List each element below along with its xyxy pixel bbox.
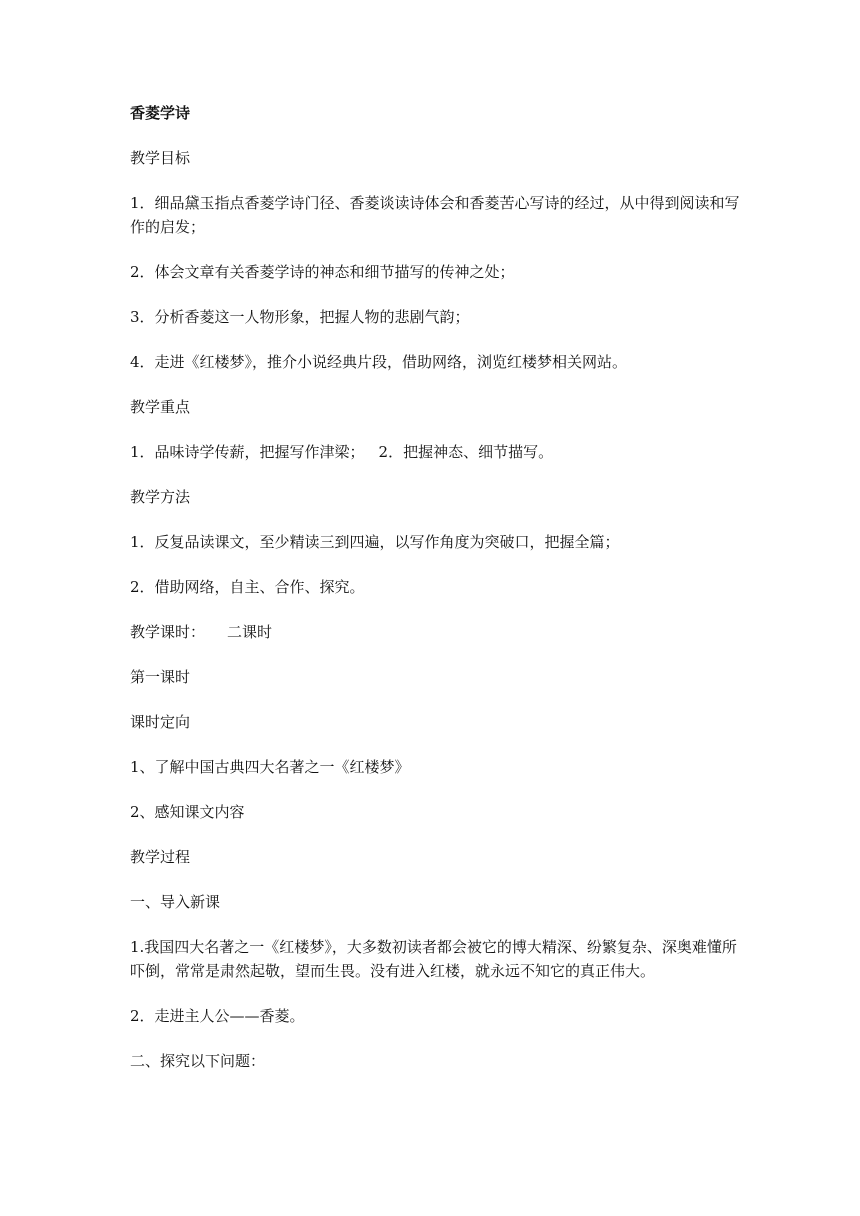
- orientation-item: 2、感知课文内容: [130, 803, 245, 821]
- document-page: [130, 101, 742, 1094]
- section-one-heading: 一、导入新课: [130, 893, 221, 911]
- orientation-heading: 课时定向: [130, 713, 191, 731]
- objective-item: 2．体会文章有关香菱学诗的神态和细节描写的传神之处；: [130, 263, 515, 281]
- method-item: 2．借助网络，自主、合作、探究。: [130, 578, 365, 596]
- document-title: 香菱学诗: [130, 104, 191, 122]
- method-item: 1．反复品读课文，至少精读三到四遍，以写作角度为突破口，把握全篇；: [130, 533, 620, 551]
- section-two-heading: 二、探究以下问题：: [130, 1052, 266, 1070]
- key-points-heading: 教学重点: [130, 398, 191, 416]
- key-point-item: 2．把握神态、细节描写。: [378, 443, 554, 461]
- objective-item: 4．走进《红楼梦》，推介小说经典片段，借助网络，浏览红楼梦相关网站。: [130, 353, 628, 371]
- class-hours-line: [130, 620, 742, 644]
- intro-item: 1.我国四大名著之一《红楼梦》，大多数初读者都会被它的博大精深、纷繁复杂、深奥难懂所吓倒，常常是肃然起敬，望而生畏。没有进入红楼，就永远不知它的真正伟大。: [130, 938, 737, 980]
- class-hours-label: 教学课时：: [130, 623, 206, 641]
- process-heading: 教学过程: [130, 848, 191, 866]
- orientation-item: 1、了解中国古典四大名著之一《红楼梦》: [130, 758, 410, 776]
- lesson-one-heading: 第一课时: [130, 668, 191, 686]
- intro-item: 2．走进主人公——香菱。: [130, 1007, 305, 1025]
- objectives-heading: 教学目标: [130, 149, 191, 167]
- objective-item: 1．细品黛玉指点香菱学诗门径、香菱谈读诗体会和香菱苦心写诗的经过，从中得到阅读和写作的启发；: [130, 194, 740, 236]
- key-point-item: 1．品味诗学传薪，把握写作津梁；: [130, 443, 365, 461]
- key-points-line: [130, 440, 742, 464]
- class-hours-value: 二课时: [227, 623, 273, 641]
- objective-item: 3．分析香菱这一人物形象，把握人物的悲剧气韵；: [130, 308, 470, 326]
- methods-heading: 教学方法: [130, 488, 191, 506]
